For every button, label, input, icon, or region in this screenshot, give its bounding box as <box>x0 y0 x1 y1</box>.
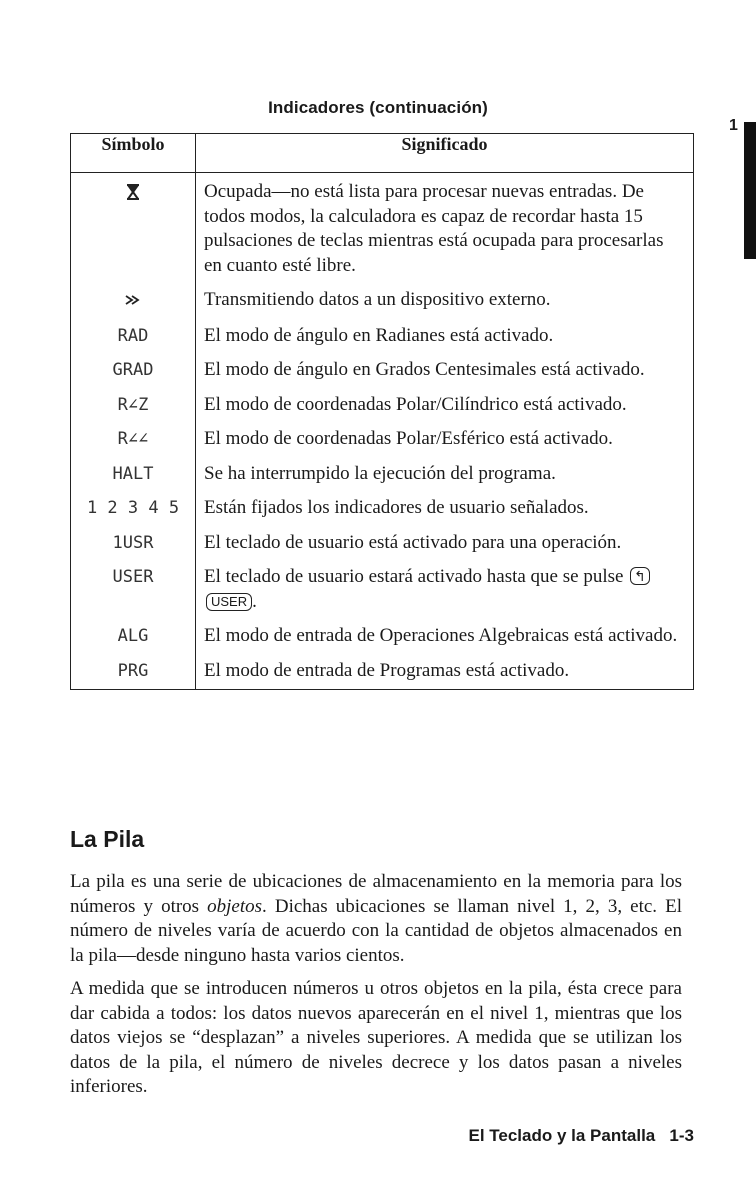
meaning-cell <box>196 565 694 624</box>
indicator-symbol: R∠Z <box>71 393 196 428</box>
table-row <box>71 173 694 289</box>
table-row <box>71 358 694 393</box>
indicator-symbol: HALT <box>71 462 196 497</box>
meaning-header: Significado <box>196 134 694 173</box>
meaning-cell: El teclado de usuario está activado para una operación. <box>196 531 694 566</box>
symbol-header: Símbolo <box>71 134 196 173</box>
indicator-symbol: 1 2 3 4 5 <box>71 496 196 531</box>
footer-chapter-title: El Teclado y la Pantalla <box>468 1126 656 1145</box>
indicator-symbol: PRG <box>71 659 196 690</box>
table-row <box>71 624 694 659</box>
meaning-cell: Ocupada—no está lista para procesar nuevas entradas. De todos modos, la calculadora es capaz de recordar hasta 15 pulsaciones de teclas mientras está ocupada para procesarlas en cuanto esté libre. <box>196 173 694 289</box>
table-row <box>71 659 694 690</box>
user-key: USER <box>206 593 252 611</box>
indicator-symbol: 1USR <box>71 531 196 566</box>
indicator-symbol: RAD <box>71 324 196 359</box>
table-row <box>71 288 694 324</box>
meaning-cell: El modo de coordenadas Polar/Cilíndrico está activado. <box>196 393 694 428</box>
chapter-marker: 1 <box>729 117 738 134</box>
meaning-cell: El modo de ángulo en Radianes está activado. <box>196 324 694 359</box>
indicator-symbol: R∠∠ <box>71 427 196 462</box>
indicator-symbol: USER <box>71 565 196 624</box>
indicators-table <box>70 133 694 690</box>
meaning-cell: El modo de entrada de Programas está activado. <box>196 659 694 690</box>
left-shift-key-icon: ↰ <box>630 567 650 585</box>
meaning-cell: El modo de ángulo en Grados Centesimales está activado. <box>196 358 694 393</box>
table-row <box>71 427 694 462</box>
meaning-cell: Se ha interrumpido la ejecución del programa. <box>196 462 694 497</box>
table-row <box>71 496 694 531</box>
emphasis-text: objetos <box>207 895 263 917</box>
table-row <box>71 393 694 428</box>
transmit-icon <box>71 288 196 324</box>
hourglass-icon <box>71 173 196 289</box>
indicator-symbol: GRAD <box>71 358 196 393</box>
body-paragraph: A medida que se introducen números u otros objetos en la pila, ésta crece para dar cabida a todos: los datos nuevos aparecerán en el nivel 1, mientras que los datos viejos se “desplazan” a niveles superiores. A medida que se utilizan los datos de la pila, el número de niveles decrece y los datos pasan a niveles inferiores. <box>70 978 682 1098</box>
table-title: Indicadores (continuación) <box>268 98 488 117</box>
table-row <box>71 462 694 497</box>
indicator-symbol: ALG <box>71 624 196 659</box>
table-row <box>71 324 694 359</box>
page-number: 1-3 <box>669 1126 694 1145</box>
body-paragraph <box>70 870 682 968</box>
meaning-cell: El modo de entrada de Operaciones Algebraicas está activado. <box>196 624 694 659</box>
meaning-cell: El modo de coordenadas Polar/Esférico está activado. <box>196 427 694 462</box>
page-footer <box>468 1126 694 1146</box>
paragraph-text: . Dichas ubicaciones se llaman nivel 1, 2, 3, etc. El número de niveles varía de acuerdo con la cantidad de objetos almacenados en la pila—desde ninguno hasta varios cientos. <box>70 895 683 966</box>
table-row <box>71 531 694 566</box>
paragraph-text: La pila es una serie de ubicaciones de almacenamiento en la memoria para los números y otros <box>70 871 682 917</box>
table-row <box>71 565 694 624</box>
section-title: La Pila <box>70 826 145 852</box>
meaning-text: El teclado de usuario estará activado hasta que se pulse <box>204 566 624 587</box>
meaning-text-end: . <box>252 590 257 612</box>
chapter-tab <box>744 122 756 259</box>
meaning-cell: Transmitiendo datos a un dispositivo externo. <box>196 288 694 324</box>
meaning-cell: Están fijados los indicadores de usuario señalados. <box>196 496 694 531</box>
